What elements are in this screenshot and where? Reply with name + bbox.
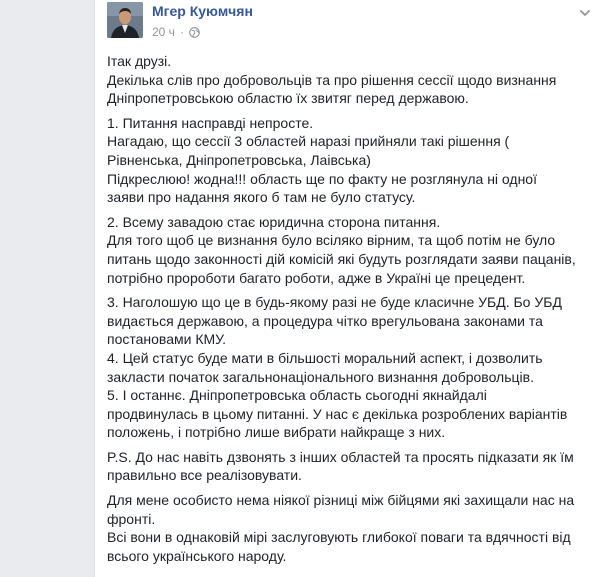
post-card	[94, 0, 604, 577]
post-line: питань щодо законності дій комісій які будуть розглядати заяви пацанів,	[107, 250, 576, 267]
post-line: заяви про надання якого б там не було статусу.	[107, 189, 416, 206]
post-paragraph	[107, 213, 599, 287]
avatar-image	[107, 2, 143, 38]
post-line: P.S. До нас навіть дзвонять з інших областей та просять підказати як їм	[107, 448, 574, 465]
post-line: Нагадаю, що сессії 3 областей наразі прийняли такі рішення (	[107, 133, 510, 150]
post-paragraph	[107, 293, 599, 442]
post-line: фронті.	[107, 510, 156, 527]
post-line: потрібно пророботи багато роботи, адже в Україні це прецедент.	[107, 269, 526, 286]
post-line: закласти початок загальнонаціонального визнання добровольців.	[107, 368, 534, 385]
post-line: 1. Питання насправді непросте.	[107, 114, 314, 131]
post-line: продвинулась в цьому питанні. У нас є декілька розроблених варіантів	[107, 405, 568, 422]
post-line: положень, і потрібно лише вибрати найкраще з них.	[107, 424, 446, 441]
post-paragraph	[107, 491, 599, 565]
post-line: Рівненська, Дніпропетровська, Лаівська)	[107, 151, 371, 168]
post-line: Для мене особисто нема ніякої різниці між бійцями які захищали нас на	[107, 492, 575, 509]
post-meta	[152, 25, 200, 39]
post-text	[107, 52, 599, 565]
post-line: 3. Наголошую що це в будь-якому разі не буде класичне УБД. Бо УБД	[107, 294, 562, 311]
timestamp-link[interactable]: 20 ч	[152, 25, 175, 39]
post-paragraph	[107, 114, 599, 207]
post-line: видається державою, а процедура чітко врегульована законами та	[107, 312, 543, 329]
post-paragraph	[107, 448, 599, 485]
post-paragraph	[107, 52, 599, 108]
post-line: Ітак друзі.	[107, 53, 172, 69]
post-line: Для того щоб це визнання було всіляко вірним, та щоб потім не було	[107, 232, 556, 249]
post-line: 5. І останнє. Дніпропетровська область сьогодні якнайдалі	[107, 387, 487, 404]
post-line: Підкреслюю! жодна!!! область ще по факту не розглянула ні одної	[107, 170, 537, 187]
post-line: Дніпропетровською областю їх звитяг перед державою.	[107, 90, 469, 107]
author-avatar[interactable]	[107, 2, 143, 38]
chevron-down-icon[interactable]	[578, 6, 592, 20]
author-name[interactable]: Мгер Куюмчян	[152, 3, 253, 19]
post-line: 2. Всему завадою стає юридична сторона питання.	[107, 213, 441, 230]
post-line: всього українського народу.	[107, 547, 287, 564]
post-line: постановами КМУ.	[107, 331, 227, 348]
post-line: Всі вони в однаковій мірі заслуговують глибокої поваги та вдячності від	[107, 529, 571, 546]
post-line: 4. Цей статус буде мати в більшості моральний аспект, і дозволить	[107, 349, 543, 366]
globe-icon[interactable]	[189, 27, 200, 38]
post-line: Декілька слів про добровольців та про рішення сессії щодо визнання	[107, 71, 557, 88]
meta-separator: ·	[179, 25, 184, 39]
post-line: правильно все реалізовувати.	[107, 467, 302, 484]
